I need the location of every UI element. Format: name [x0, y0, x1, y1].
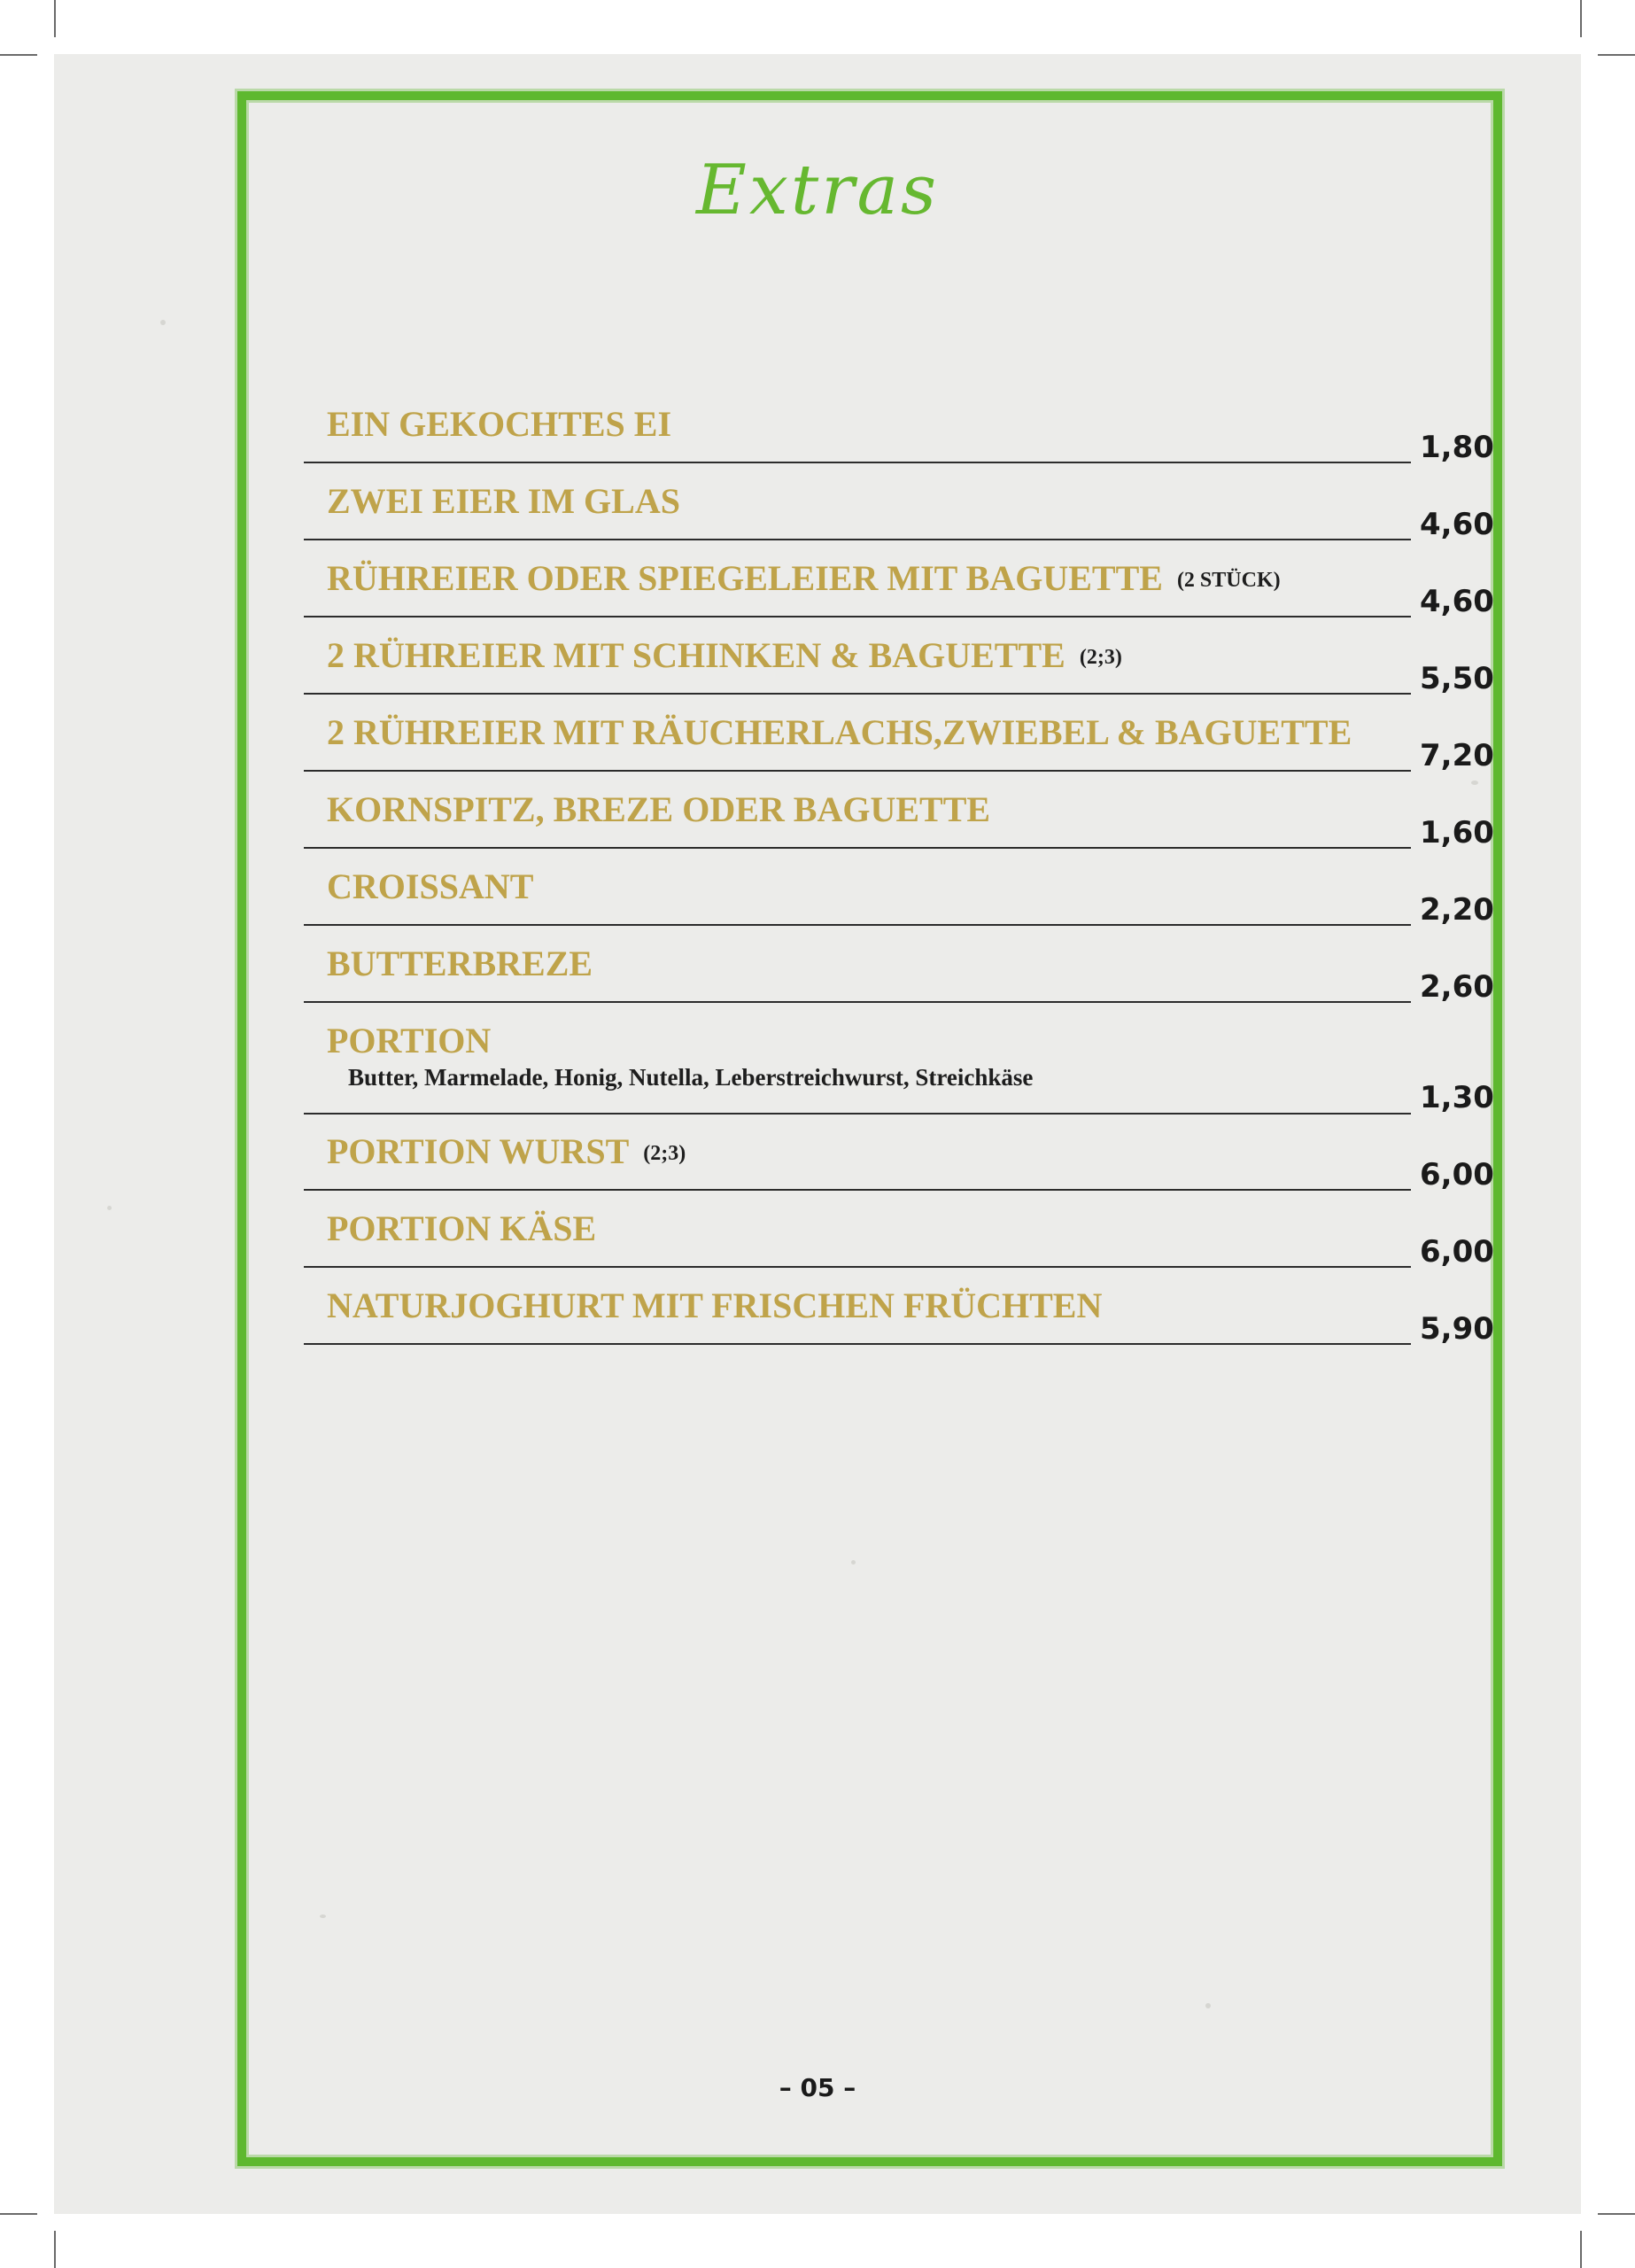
item-title: ZWEI EIER IM GLAS	[327, 481, 680, 521]
item-note: (2;3)	[1079, 646, 1122, 669]
item-price: 6,00	[1420, 1234, 1494, 1270]
item-rule	[304, 847, 1411, 849]
item-title: PORTION	[327, 1021, 492, 1060]
item-description: Butter, Marmelade, Honig, Nutella, Leberstreichwurst, Streichkäse	[348, 1064, 1034, 1091]
item-rule	[304, 1113, 1411, 1115]
item-rule	[304, 1001, 1411, 1003]
item-name	[327, 1020, 491, 1061]
paper-texture	[160, 320, 166, 325]
crop-mark	[1598, 54, 1635, 56]
item-rule	[304, 770, 1411, 772]
item-price: 1,80	[1420, 430, 1494, 465]
paper-texture	[107, 1206, 112, 1210]
item-title: NATURJOGHURT MIT FRISCHEN FRÜCHTEN	[327, 1285, 1103, 1325]
item-rule	[304, 1343, 1411, 1345]
crop-mark	[0, 2213, 37, 2215]
item-note: (2 STÜCK)	[1176, 569, 1281, 592]
item-name	[327, 943, 593, 984]
item-rule	[304, 1189, 1411, 1191]
item-rule	[304, 693, 1411, 695]
item-name	[327, 1130, 686, 1172]
item-note: (2;3)	[643, 1142, 686, 1165]
item-price: 6,00	[1420, 1157, 1494, 1192]
item-name	[327, 711, 1352, 753]
item-name	[327, 557, 1281, 599]
item-name	[327, 403, 671, 445]
item-name	[327, 634, 1122, 676]
item-price: 5,50	[1420, 661, 1494, 696]
item-name	[327, 1208, 596, 1249]
crop-mark	[1580, 0, 1582, 37]
item-title: RÜHREIER ODER SPIEGELEIER MIT BAGUETTE	[327, 558, 1163, 598]
item-title: BUTTERBREZE	[327, 944, 593, 983]
item-title: PORTION KÄSE	[327, 1208, 597, 1248]
crop-mark	[1598, 2213, 1635, 2215]
item-price: 2,60	[1420, 969, 1494, 1005]
item-name	[327, 1285, 1102, 1326]
item-rule	[304, 616, 1411, 617]
crop-mark	[1580, 2231, 1582, 2268]
item-price: 4,60	[1420, 507, 1494, 542]
item-title: EIN GEKOCHTES EI	[327, 404, 672, 444]
item-price: 2,20	[1420, 892, 1494, 928]
item-title: KORNSPITZ, BREZE ODER BAGUETTE	[327, 789, 991, 829]
item-rule	[304, 539, 1411, 540]
item-rule	[304, 924, 1411, 926]
item-name	[327, 480, 680, 522]
item-price: 1,60	[1420, 815, 1494, 850]
item-price: 4,60	[1420, 584, 1494, 619]
item-title: CROISSANT	[327, 866, 534, 906]
crop-mark	[54, 2231, 56, 2268]
item-name	[327, 788, 990, 830]
crop-mark	[0, 54, 37, 56]
item-title: 2 RÜHREIER MIT SCHINKEN & BAGUETTE	[327, 635, 1065, 675]
item-price: 5,90	[1420, 1311, 1494, 1347]
item-price: 7,20	[1420, 738, 1494, 773]
item-rule	[304, 462, 1411, 463]
crop-mark	[54, 0, 56, 37]
item-price: 1,30	[1420, 1080, 1494, 1115]
item-title: 2 RÜHREIER MIT RÄUCHERLACHS,ZWIEBEL & BAGUETTE	[327, 712, 1352, 752]
page-title: Extras	[695, 151, 940, 230]
item-name	[327, 866, 533, 907]
item-rule	[304, 1266, 1411, 1268]
item-title: PORTION WURST	[327, 1131, 630, 1171]
page-number: – 05 –	[779, 2073, 856, 2102]
